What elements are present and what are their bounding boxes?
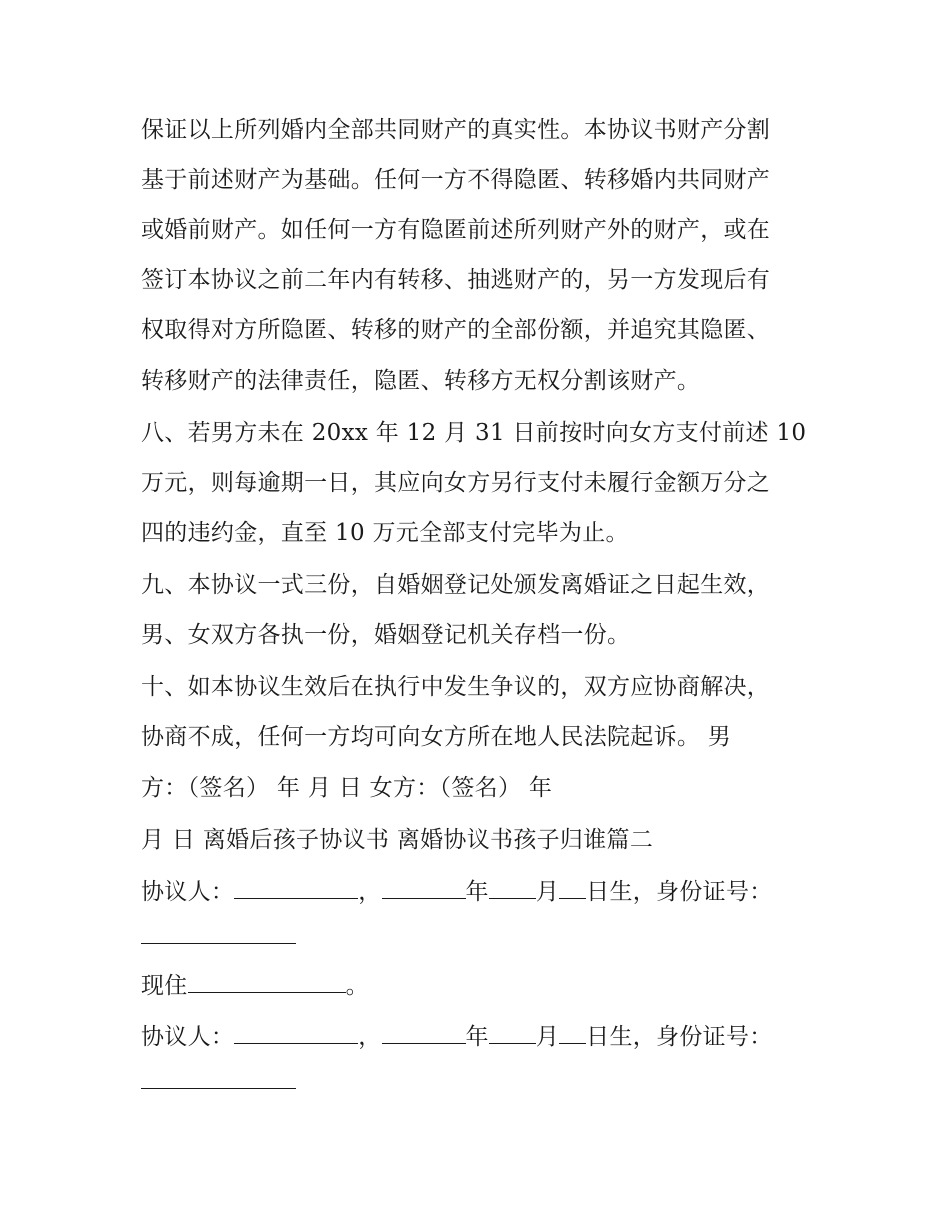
year-label: 年: [465, 1024, 489, 1050]
signature-line: 方：（签名） 年 月 日 女方：（签名） 年: [141, 775, 553, 801]
id-number-blank[interactable]: [141, 921, 296, 944]
body-text-line: 保证以上所列婚内全部共同财产的真实性。本协议书财产分割: [141, 117, 771, 143]
birth-year-blank[interactable]: [382, 1021, 466, 1044]
comma: ，: [358, 1024, 382, 1050]
body-text-line: 男、女双方各执一份，婚姻登记机关存档一份。: [141, 622, 631, 648]
residence-label: 现住: [141, 973, 188, 999]
id-number-blank[interactable]: [141, 1066, 296, 1089]
party-label: 协议人：: [141, 1024, 235, 1050]
residence-row: [141, 970, 369, 1001]
clause-8-line: 八、若男方未在 20xx 年 12 月 31 日前按时向女方支付前述 10: [141, 420, 807, 446]
year-label: 年: [465, 879, 489, 905]
body-text-line: 或婚前财产。如任何一方有隐匿前述所列财产外的财产，或在: [141, 217, 771, 243]
id-number-row: [141, 1066, 296, 1097]
body-text-line: 基于前述财产为基础。任何一方不得隐匿、转移婚内共同财产: [141, 167, 771, 193]
birth-year-blank[interactable]: [382, 876, 466, 899]
party-2-row: [141, 1021, 773, 1052]
day-id-label: 日生，身份证号：: [586, 1024, 773, 1050]
residence-blank[interactable]: [188, 970, 346, 993]
body-text-line: 签订本协议之前二年内有转移、抽逃财产的，另一方发现后有: [141, 267, 771, 293]
body-text-line: 四的违约金，直至 10 万元全部支付完毕为止。: [141, 520, 629, 546]
name-blank[interactable]: [234, 1021, 358, 1044]
birth-month-blank[interactable]: [489, 876, 536, 899]
day-id-label: 日生，身份证号：: [586, 879, 773, 905]
id-number-row: [141, 921, 296, 952]
comma: ，: [358, 879, 382, 905]
clause-10-line: 十、如本协议生效后在执行中发生争议的，双方应协商解决，: [141, 674, 771, 700]
name-blank[interactable]: [234, 876, 358, 899]
party-1-row: [141, 876, 773, 907]
birth-month-blank[interactable]: [489, 1021, 536, 1044]
section-title-line: 月 日 离婚后孩子协议书 离婚协议书孩子归谁篇二: [141, 827, 654, 853]
clause-9-line: 九、本协议一式三份，自婚姻登记处颁发离婚证之日起生效，: [141, 572, 771, 598]
body-text-line: 万元，则每逾期一日，其应向女方另行支付未履行金额万分之: [141, 470, 771, 496]
period: 。: [345, 973, 369, 999]
body-text-line: 转移财产的法律责任，隐匿、转移方无权分割该财产。: [141, 368, 701, 394]
birth-day-blank[interactable]: [559, 1021, 586, 1044]
birth-day-blank[interactable]: [559, 876, 586, 899]
month-label: 月: [535, 1024, 560, 1050]
month-label: 月: [535, 879, 560, 905]
party-label: 协议人：: [141, 879, 235, 905]
body-text-line: 权取得对方所隐匿、转移的财产的全部份额，并追究其隐匿、: [141, 317, 771, 343]
body-text-line: 协商不成，任何一方均可向女方所在地人民法院起诉。 男: [141, 724, 732, 750]
